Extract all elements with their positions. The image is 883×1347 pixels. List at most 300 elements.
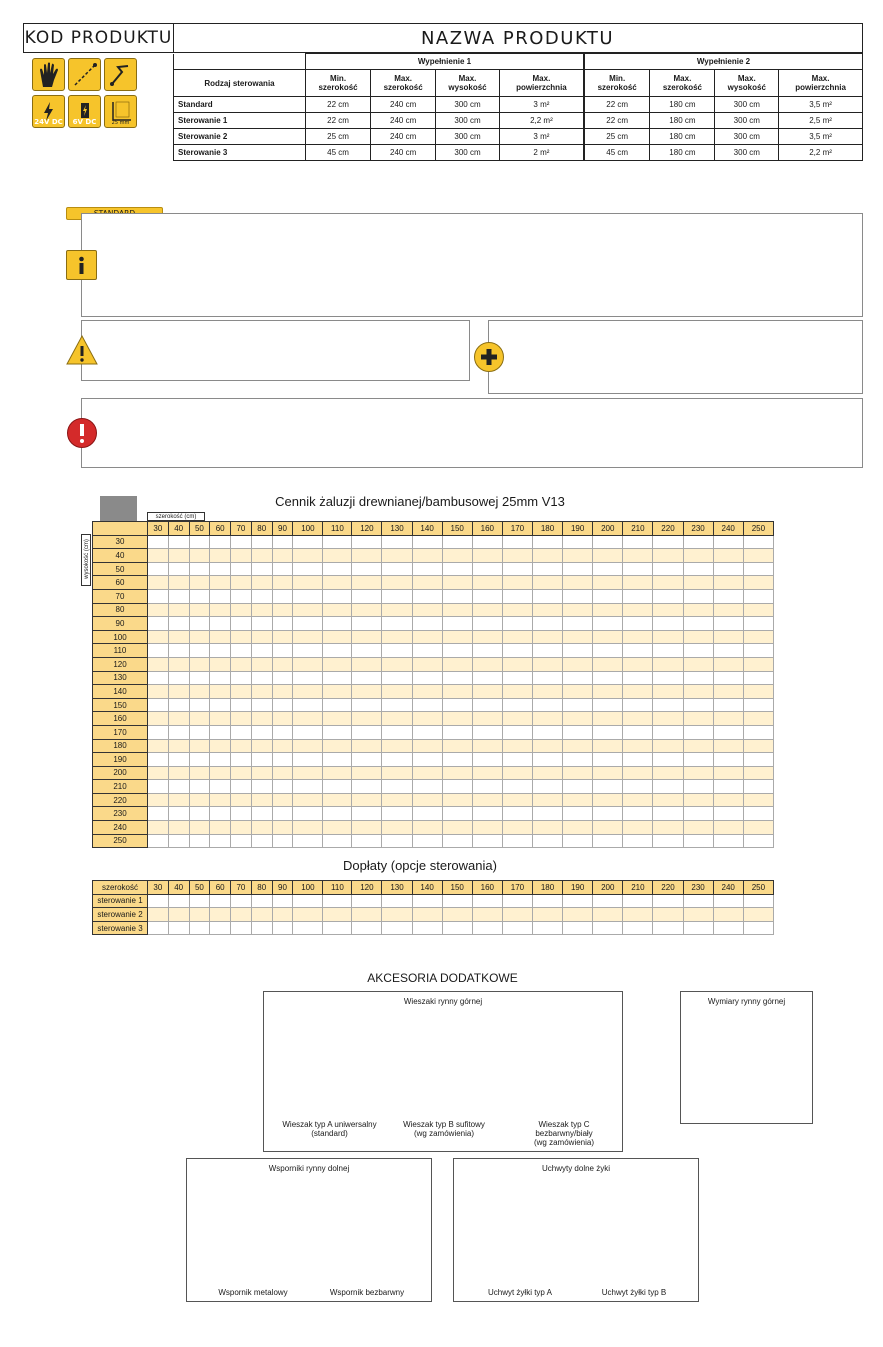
price-cell[interactable] <box>623 807 653 821</box>
price-cell[interactable] <box>623 535 653 549</box>
price-cell[interactable] <box>323 821 352 835</box>
price-cell[interactable] <box>231 698 252 712</box>
price-cell[interactable] <box>532 698 562 712</box>
price-cell[interactable] <box>532 657 562 671</box>
price-cell[interactable] <box>563 617 593 631</box>
price-cell[interactable] <box>231 712 252 726</box>
surcharge-cell[interactable] <box>683 894 713 908</box>
surcharge-cell[interactable] <box>323 908 352 922</box>
price-cell[interactable] <box>148 576 169 590</box>
price-cell[interactable] <box>653 807 683 821</box>
price-cell[interactable] <box>272 807 293 821</box>
price-cell[interactable] <box>251 698 272 712</box>
price-cell[interactable] <box>323 698 352 712</box>
price-cell[interactable] <box>623 562 653 576</box>
price-cell[interactable] <box>472 807 502 821</box>
price-cell[interactable] <box>743 576 773 590</box>
price-cell[interactable] <box>293 562 323 576</box>
price-cell[interactable] <box>168 712 189 726</box>
price-cell[interactable] <box>743 630 773 644</box>
price-cell[interactable] <box>502 685 532 699</box>
price-cell[interactable] <box>502 535 532 549</box>
price-cell[interactable] <box>231 617 252 631</box>
price-cell[interactable] <box>683 807 713 821</box>
price-cell[interactable] <box>472 562 502 576</box>
price-cell[interactable] <box>148 793 169 807</box>
price-cell[interactable] <box>442 562 472 576</box>
price-cell[interactable] <box>713 603 743 617</box>
price-cell[interactable] <box>563 603 593 617</box>
surcharge-cell[interactable] <box>442 921 472 935</box>
price-cell[interactable] <box>231 725 252 739</box>
surcharge-cell[interactable] <box>713 921 743 935</box>
price-cell[interactable] <box>713 576 743 590</box>
surcharge-cell[interactable] <box>231 921 252 935</box>
price-cell[interactable] <box>442 657 472 671</box>
price-cell[interactable] <box>472 644 502 658</box>
price-cell[interactable] <box>623 712 653 726</box>
price-cell[interactable] <box>442 630 472 644</box>
price-cell[interactable] <box>352 617 382 631</box>
price-cell[interactable] <box>210 807 231 821</box>
price-cell[interactable] <box>653 535 683 549</box>
price-cell[interactable] <box>563 644 593 658</box>
price-cell[interactable] <box>251 617 272 631</box>
surcharge-cell[interactable] <box>472 921 502 935</box>
price-cell[interactable] <box>352 685 382 699</box>
price-cell[interactable] <box>683 549 713 563</box>
price-cell[interactable] <box>148 562 169 576</box>
price-cell[interactable] <box>442 780 472 794</box>
price-cell[interactable] <box>352 753 382 767</box>
price-cell[interactable] <box>251 739 272 753</box>
price-cell[interactable] <box>148 630 169 644</box>
price-cell[interactable] <box>293 589 323 603</box>
surcharge-cell[interactable] <box>623 894 653 908</box>
price-cell[interactable] <box>168 821 189 835</box>
price-cell[interactable] <box>210 753 231 767</box>
price-cell[interactable] <box>210 739 231 753</box>
price-cell[interactable] <box>472 834 502 848</box>
price-cell[interactable] <box>189 739 210 753</box>
price-cell[interactable] <box>593 644 623 658</box>
price-cell[interactable] <box>148 834 169 848</box>
price-cell[interactable] <box>412 603 442 617</box>
price-cell[interactable] <box>272 712 293 726</box>
price-cell[interactable] <box>743 793 773 807</box>
price-cell[interactable] <box>743 807 773 821</box>
price-cell[interactable] <box>148 617 169 631</box>
price-cell[interactable] <box>382 807 412 821</box>
price-cell[interactable] <box>382 657 412 671</box>
price-cell[interactable] <box>713 712 743 726</box>
price-cell[interactable] <box>623 603 653 617</box>
price-cell[interactable] <box>593 685 623 699</box>
price-cell[interactable] <box>382 821 412 835</box>
price-cell[interactable] <box>623 617 653 631</box>
price-cell[interactable] <box>472 630 502 644</box>
price-cell[interactable] <box>623 753 653 767</box>
price-cell[interactable] <box>713 793 743 807</box>
price-cell[interactable] <box>683 698 713 712</box>
price-cell[interactable] <box>382 535 412 549</box>
price-cell[interactable] <box>683 834 713 848</box>
price-cell[interactable] <box>412 576 442 590</box>
price-cell[interactable] <box>653 712 683 726</box>
price-cell[interactable] <box>532 589 562 603</box>
price-cell[interactable] <box>743 549 773 563</box>
price-cell[interactable] <box>653 821 683 835</box>
surcharge-cell[interactable] <box>502 894 532 908</box>
price-cell[interactable] <box>442 644 472 658</box>
price-cell[interactable] <box>623 780 653 794</box>
price-cell[interactable] <box>189 562 210 576</box>
surcharge-cell[interactable] <box>532 908 562 922</box>
price-cell[interactable] <box>148 739 169 753</box>
price-cell[interactable] <box>412 834 442 848</box>
price-cell[interactable] <box>653 576 683 590</box>
price-cell[interactable] <box>653 671 683 685</box>
price-cell[interactable] <box>563 576 593 590</box>
price-cell[interactable] <box>683 712 713 726</box>
price-cell[interactable] <box>293 821 323 835</box>
price-cell[interactable] <box>502 739 532 753</box>
price-cell[interactable] <box>593 535 623 549</box>
price-cell[interactable] <box>293 753 323 767</box>
price-cell[interactable] <box>412 793 442 807</box>
price-cell[interactable] <box>251 549 272 563</box>
price-cell[interactable] <box>148 753 169 767</box>
price-cell[interactable] <box>683 603 713 617</box>
price-cell[interactable] <box>713 766 743 780</box>
price-cell[interactable] <box>442 807 472 821</box>
price-cell[interactable] <box>713 671 743 685</box>
price-cell[interactable] <box>653 780 683 794</box>
price-cell[interactable] <box>472 685 502 699</box>
surcharge-cell[interactable] <box>563 908 593 922</box>
price-cell[interactable] <box>653 549 683 563</box>
price-cell[interactable] <box>472 657 502 671</box>
price-cell[interactable] <box>231 644 252 658</box>
price-cell[interactable] <box>713 657 743 671</box>
price-cell[interactable] <box>323 834 352 848</box>
price-cell[interactable] <box>653 589 683 603</box>
price-cell[interactable] <box>293 807 323 821</box>
price-cell[interactable] <box>532 780 562 794</box>
price-cell[interactable] <box>623 549 653 563</box>
price-cell[interactable] <box>683 685 713 699</box>
price-cell[interactable] <box>623 698 653 712</box>
price-cell[interactable] <box>148 725 169 739</box>
price-cell[interactable] <box>382 739 412 753</box>
price-cell[interactable] <box>743 603 773 617</box>
price-cell[interactable] <box>293 698 323 712</box>
price-cell[interactable] <box>563 739 593 753</box>
price-cell[interactable] <box>442 603 472 617</box>
price-cell[interactable] <box>623 644 653 658</box>
surcharge-cell[interactable] <box>623 921 653 935</box>
price-cell[interactable] <box>743 562 773 576</box>
price-cell[interactable] <box>352 671 382 685</box>
price-cell[interactable] <box>743 685 773 699</box>
price-cell[interactable] <box>293 725 323 739</box>
price-cell[interactable] <box>532 644 562 658</box>
price-cell[interactable] <box>563 793 593 807</box>
price-cell[interactable] <box>442 766 472 780</box>
price-cell[interactable] <box>293 644 323 658</box>
price-cell[interactable] <box>189 780 210 794</box>
price-cell[interactable] <box>293 657 323 671</box>
surcharge-cell[interactable] <box>210 908 231 922</box>
price-cell[interactable] <box>352 834 382 848</box>
price-cell[interactable] <box>472 671 502 685</box>
price-cell[interactable] <box>743 644 773 658</box>
price-cell[interactable] <box>593 834 623 848</box>
price-cell[interactable] <box>352 807 382 821</box>
price-cell[interactable] <box>231 589 252 603</box>
surcharge-cell[interactable] <box>593 921 623 935</box>
price-cell[interactable] <box>442 821 472 835</box>
price-cell[interactable] <box>713 617 743 631</box>
price-cell[interactable] <box>412 644 442 658</box>
price-cell[interactable] <box>210 562 231 576</box>
price-cell[interactable] <box>251 712 272 726</box>
surcharge-cell[interactable] <box>683 921 713 935</box>
price-cell[interactable] <box>272 671 293 685</box>
price-cell[interactable] <box>323 807 352 821</box>
surcharge-cell[interactable] <box>653 908 683 922</box>
price-cell[interactable] <box>272 793 293 807</box>
price-cell[interactable] <box>382 834 412 848</box>
price-cell[interactable] <box>442 753 472 767</box>
price-cell[interactable] <box>293 603 323 617</box>
price-cell[interactable] <box>412 549 442 563</box>
price-cell[interactable] <box>189 671 210 685</box>
price-cell[interactable] <box>189 549 210 563</box>
surcharge-cell[interactable] <box>532 921 562 935</box>
price-cell[interactable] <box>502 617 532 631</box>
price-cell[interactable] <box>532 671 562 685</box>
price-cell[interactable] <box>382 793 412 807</box>
price-cell[interactable] <box>210 657 231 671</box>
price-cell[interactable] <box>653 725 683 739</box>
price-cell[interactable] <box>683 617 713 631</box>
surcharge-cell[interactable] <box>743 908 773 922</box>
price-cell[interactable] <box>382 780 412 794</box>
price-cell[interactable] <box>251 685 272 699</box>
price-cell[interactable] <box>593 657 623 671</box>
price-cell[interactable] <box>293 780 323 794</box>
price-cell[interactable] <box>743 766 773 780</box>
price-cell[interactable] <box>293 671 323 685</box>
price-cell[interactable] <box>653 834 683 848</box>
price-cell[interactable] <box>382 576 412 590</box>
surcharge-cell[interactable] <box>210 894 231 908</box>
price-cell[interactable] <box>502 603 532 617</box>
price-cell[interactable] <box>412 657 442 671</box>
price-cell[interactable] <box>293 712 323 726</box>
price-cell[interactable] <box>272 780 293 794</box>
price-cell[interactable] <box>593 766 623 780</box>
price-cell[interactable] <box>593 576 623 590</box>
price-cell[interactable] <box>382 644 412 658</box>
price-cell[interactable] <box>323 562 352 576</box>
price-cell[interactable] <box>148 535 169 549</box>
price-cell[interactable] <box>272 617 293 631</box>
price-cell[interactable] <box>743 821 773 835</box>
price-cell[interactable] <box>412 780 442 794</box>
price-cell[interactable] <box>189 753 210 767</box>
price-cell[interactable] <box>412 739 442 753</box>
price-cell[interactable] <box>251 834 272 848</box>
price-cell[interactable] <box>168 793 189 807</box>
price-cell[interactable] <box>272 644 293 658</box>
price-cell[interactable] <box>412 589 442 603</box>
price-cell[interactable] <box>713 549 743 563</box>
price-cell[interactable] <box>442 793 472 807</box>
price-cell[interactable] <box>231 780 252 794</box>
price-cell[interactable] <box>189 685 210 699</box>
price-cell[interactable] <box>168 834 189 848</box>
price-cell[interactable] <box>713 821 743 835</box>
price-cell[interactable] <box>189 603 210 617</box>
price-cell[interactable] <box>653 617 683 631</box>
price-cell[interactable] <box>623 630 653 644</box>
price-cell[interactable] <box>593 698 623 712</box>
price-cell[interactable] <box>532 725 562 739</box>
price-cell[interactable] <box>563 753 593 767</box>
price-cell[interactable] <box>442 725 472 739</box>
price-cell[interactable] <box>532 535 562 549</box>
surcharge-cell[interactable] <box>442 894 472 908</box>
price-cell[interactable] <box>168 780 189 794</box>
price-cell[interactable] <box>189 712 210 726</box>
price-cell[interactable] <box>189 535 210 549</box>
price-cell[interactable] <box>251 793 272 807</box>
price-cell[interactable] <box>653 698 683 712</box>
price-cell[interactable] <box>168 617 189 631</box>
price-cell[interactable] <box>352 712 382 726</box>
price-cell[interactable] <box>653 753 683 767</box>
price-cell[interactable] <box>563 562 593 576</box>
price-cell[interactable] <box>532 821 562 835</box>
price-cell[interactable] <box>563 549 593 563</box>
price-cell[interactable] <box>272 657 293 671</box>
surcharge-cell[interactable] <box>563 921 593 935</box>
surcharge-cell[interactable] <box>532 894 562 908</box>
surcharge-cell[interactable] <box>189 908 210 922</box>
price-cell[interactable] <box>472 698 502 712</box>
price-cell[interactable] <box>472 753 502 767</box>
price-cell[interactable] <box>251 644 272 658</box>
price-cell[interactable] <box>382 712 412 726</box>
price-cell[interactable] <box>210 589 231 603</box>
price-cell[interactable] <box>563 712 593 726</box>
price-cell[interactable] <box>532 807 562 821</box>
price-cell[interactable] <box>210 834 231 848</box>
price-cell[interactable] <box>231 535 252 549</box>
price-cell[interactable] <box>683 739 713 753</box>
price-cell[interactable] <box>323 766 352 780</box>
price-cell[interactable] <box>189 657 210 671</box>
price-cell[interactable] <box>713 535 743 549</box>
price-cell[interactable] <box>382 725 412 739</box>
price-cell[interactable] <box>713 698 743 712</box>
price-cell[interactable] <box>293 766 323 780</box>
price-cell[interactable] <box>323 535 352 549</box>
price-cell[interactable] <box>472 603 502 617</box>
surcharge-cell[interactable] <box>251 908 272 922</box>
price-cell[interactable] <box>352 766 382 780</box>
price-cell[interactable] <box>272 603 293 617</box>
surcharge-cell[interactable] <box>148 921 169 935</box>
price-cell[interactable] <box>713 644 743 658</box>
price-cell[interactable] <box>352 549 382 563</box>
price-cell[interactable] <box>653 630 683 644</box>
price-cell[interactable] <box>563 657 593 671</box>
price-cell[interactable] <box>683 589 713 603</box>
price-cell[interactable] <box>272 576 293 590</box>
price-cell[interactable] <box>352 562 382 576</box>
surcharge-cell[interactable] <box>189 894 210 908</box>
price-cell[interactable] <box>683 725 713 739</box>
price-cell[interactable] <box>189 589 210 603</box>
price-cell[interactable] <box>293 685 323 699</box>
price-cell[interactable] <box>683 753 713 767</box>
price-cell[interactable] <box>293 834 323 848</box>
price-cell[interactable] <box>148 712 169 726</box>
price-cell[interactable] <box>563 589 593 603</box>
price-cell[interactable] <box>593 807 623 821</box>
price-cell[interactable] <box>293 576 323 590</box>
price-cell[interactable] <box>593 562 623 576</box>
price-cell[interactable] <box>412 753 442 767</box>
price-cell[interactable] <box>189 617 210 631</box>
price-cell[interactable] <box>593 630 623 644</box>
price-cell[interactable] <box>148 780 169 794</box>
price-cell[interactable] <box>189 698 210 712</box>
price-cell[interactable] <box>189 834 210 848</box>
price-cell[interactable] <box>502 766 532 780</box>
price-cell[interactable] <box>168 698 189 712</box>
price-cell[interactable] <box>231 821 252 835</box>
price-cell[interactable] <box>272 766 293 780</box>
price-cell[interactable] <box>210 725 231 739</box>
price-cell[interactable] <box>563 671 593 685</box>
price-cell[interactable] <box>472 712 502 726</box>
price-cell[interactable] <box>231 671 252 685</box>
price-cell[interactable] <box>168 576 189 590</box>
price-cell[interactable] <box>593 780 623 794</box>
surcharge-cell[interactable] <box>293 921 323 935</box>
price-cell[interactable] <box>189 725 210 739</box>
price-cell[interactable] <box>352 576 382 590</box>
price-cell[interactable] <box>251 671 272 685</box>
price-cell[interactable] <box>683 821 713 835</box>
surcharge-cell[interactable] <box>168 921 189 935</box>
price-cell[interactable] <box>210 549 231 563</box>
price-cell[interactable] <box>210 780 231 794</box>
price-cell[interactable] <box>251 630 272 644</box>
price-cell[interactable] <box>148 821 169 835</box>
price-cell[interactable] <box>168 644 189 658</box>
price-cell[interactable] <box>502 780 532 794</box>
surcharge-cell[interactable] <box>148 894 169 908</box>
price-cell[interactable] <box>653 739 683 753</box>
price-cell[interactable] <box>593 671 623 685</box>
price-cell[interactable] <box>532 712 562 726</box>
surcharge-cell[interactable] <box>168 894 189 908</box>
